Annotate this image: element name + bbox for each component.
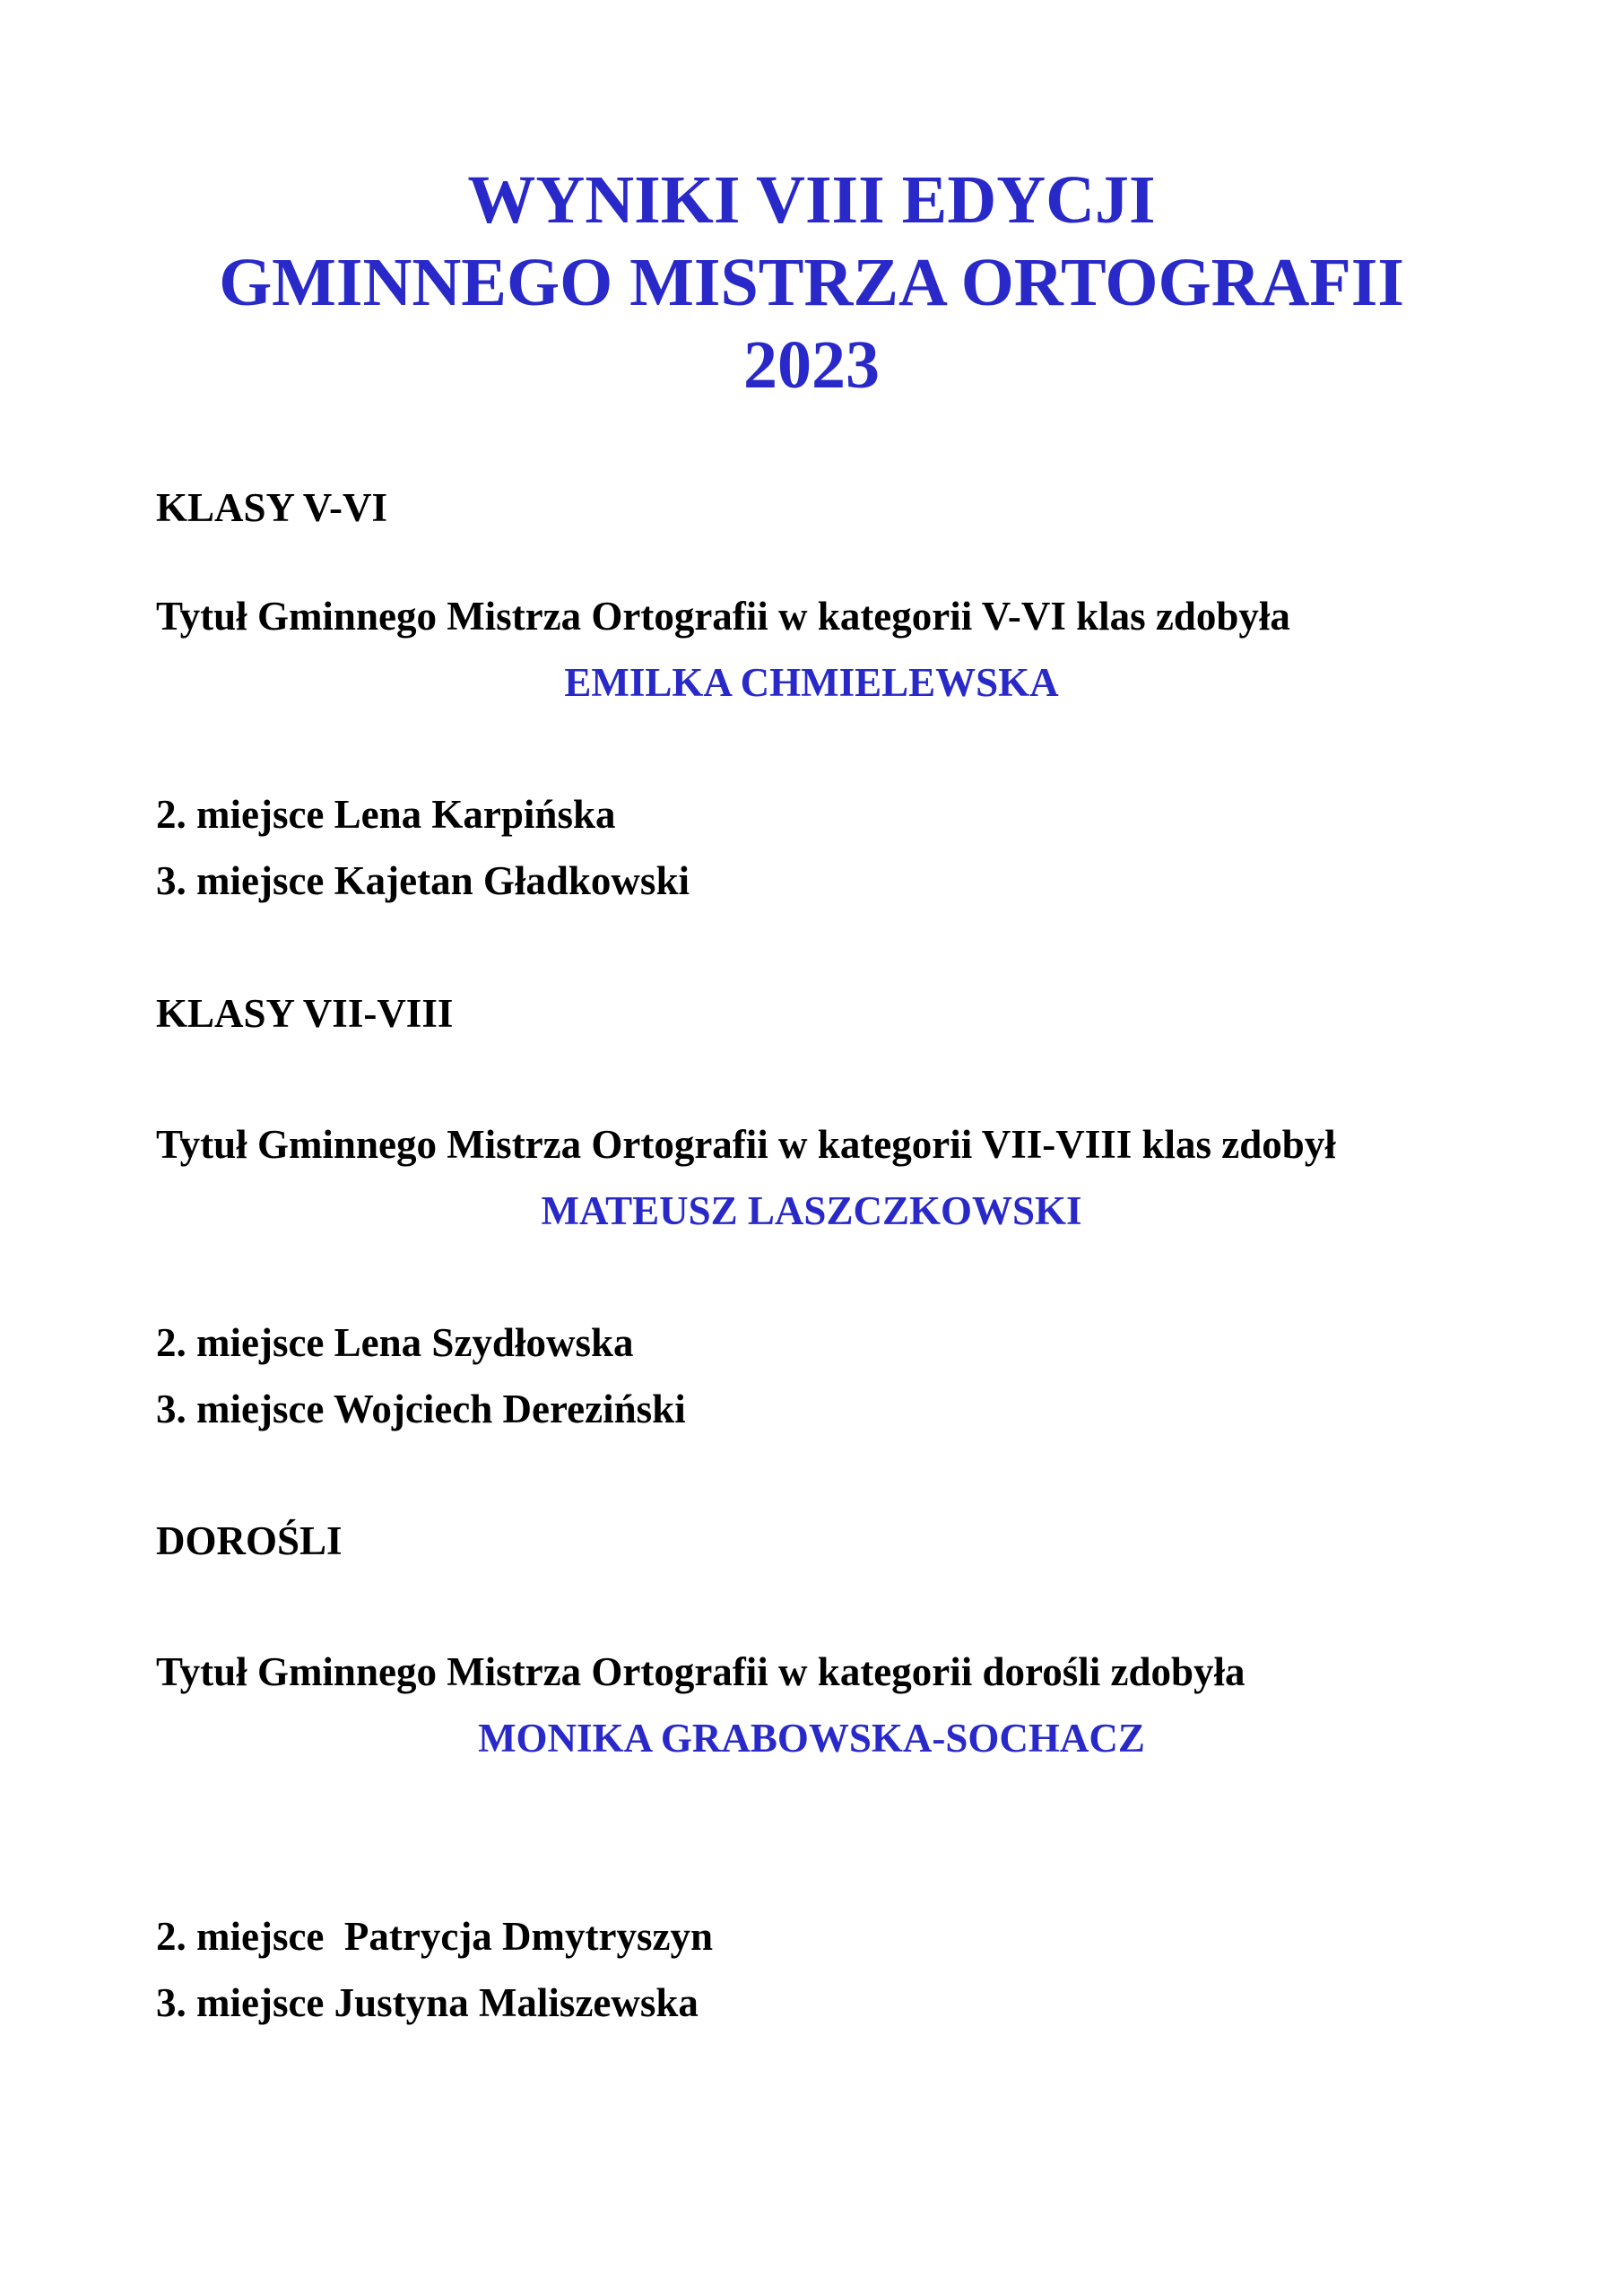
second-place: 2. miejsce Lena Szydłowska	[156, 1320, 634, 1365]
winner-name: MONIKA GRABOWSKA-SOCHACZ	[478, 1716, 1145, 1761]
section-intro: Tytuł Gminnego Mistrza Ortografii w kategorii dorośli zdobyła	[156, 1649, 1245, 1694]
winner-name: MATEUSZ LASZCZKOWSKI	[541, 1188, 1082, 1233]
second-place: 2. miejsce Lena Karpińska	[156, 792, 616, 837]
third-place: 3. miejsce Justyna Maliszewska	[156, 1980, 699, 2025]
winner-name: EMILKA CHMIELEWSKA	[564, 660, 1059, 705]
title-line-1: WYNIKI VIII EDYCJI	[467, 162, 1156, 238]
section-heading-klasy-v-vi: KLASY V-VI	[156, 485, 387, 530]
title-line-3: 2023	[743, 327, 880, 403]
title-line-2: GMINNEGO MISTRZA ORTOGRAFII	[219, 245, 1404, 320]
second-place: 2. miejsce Patrycja Dmytryszyn	[156, 1914, 714, 1959]
third-place: 3. miejsce Wojciech Dereziński	[156, 1387, 686, 1431]
section-intro: Tytuł Gminnego Mistrza Ortografii w kategorii VII-VIII klas zdobył	[156, 1122, 1336, 1167]
third-place: 3. miejsce Kajetan Gładkowski	[156, 858, 690, 903]
section-intro: Tytuł Gminnego Mistrza Ortografii w kategorii V-VI klas zdobyła	[156, 594, 1290, 639]
section-heading-klasy-vii-viii: KLASY VII-VIII	[156, 991, 454, 1036]
section-heading-dorosli: DOROŚLI	[156, 1518, 343, 1563]
